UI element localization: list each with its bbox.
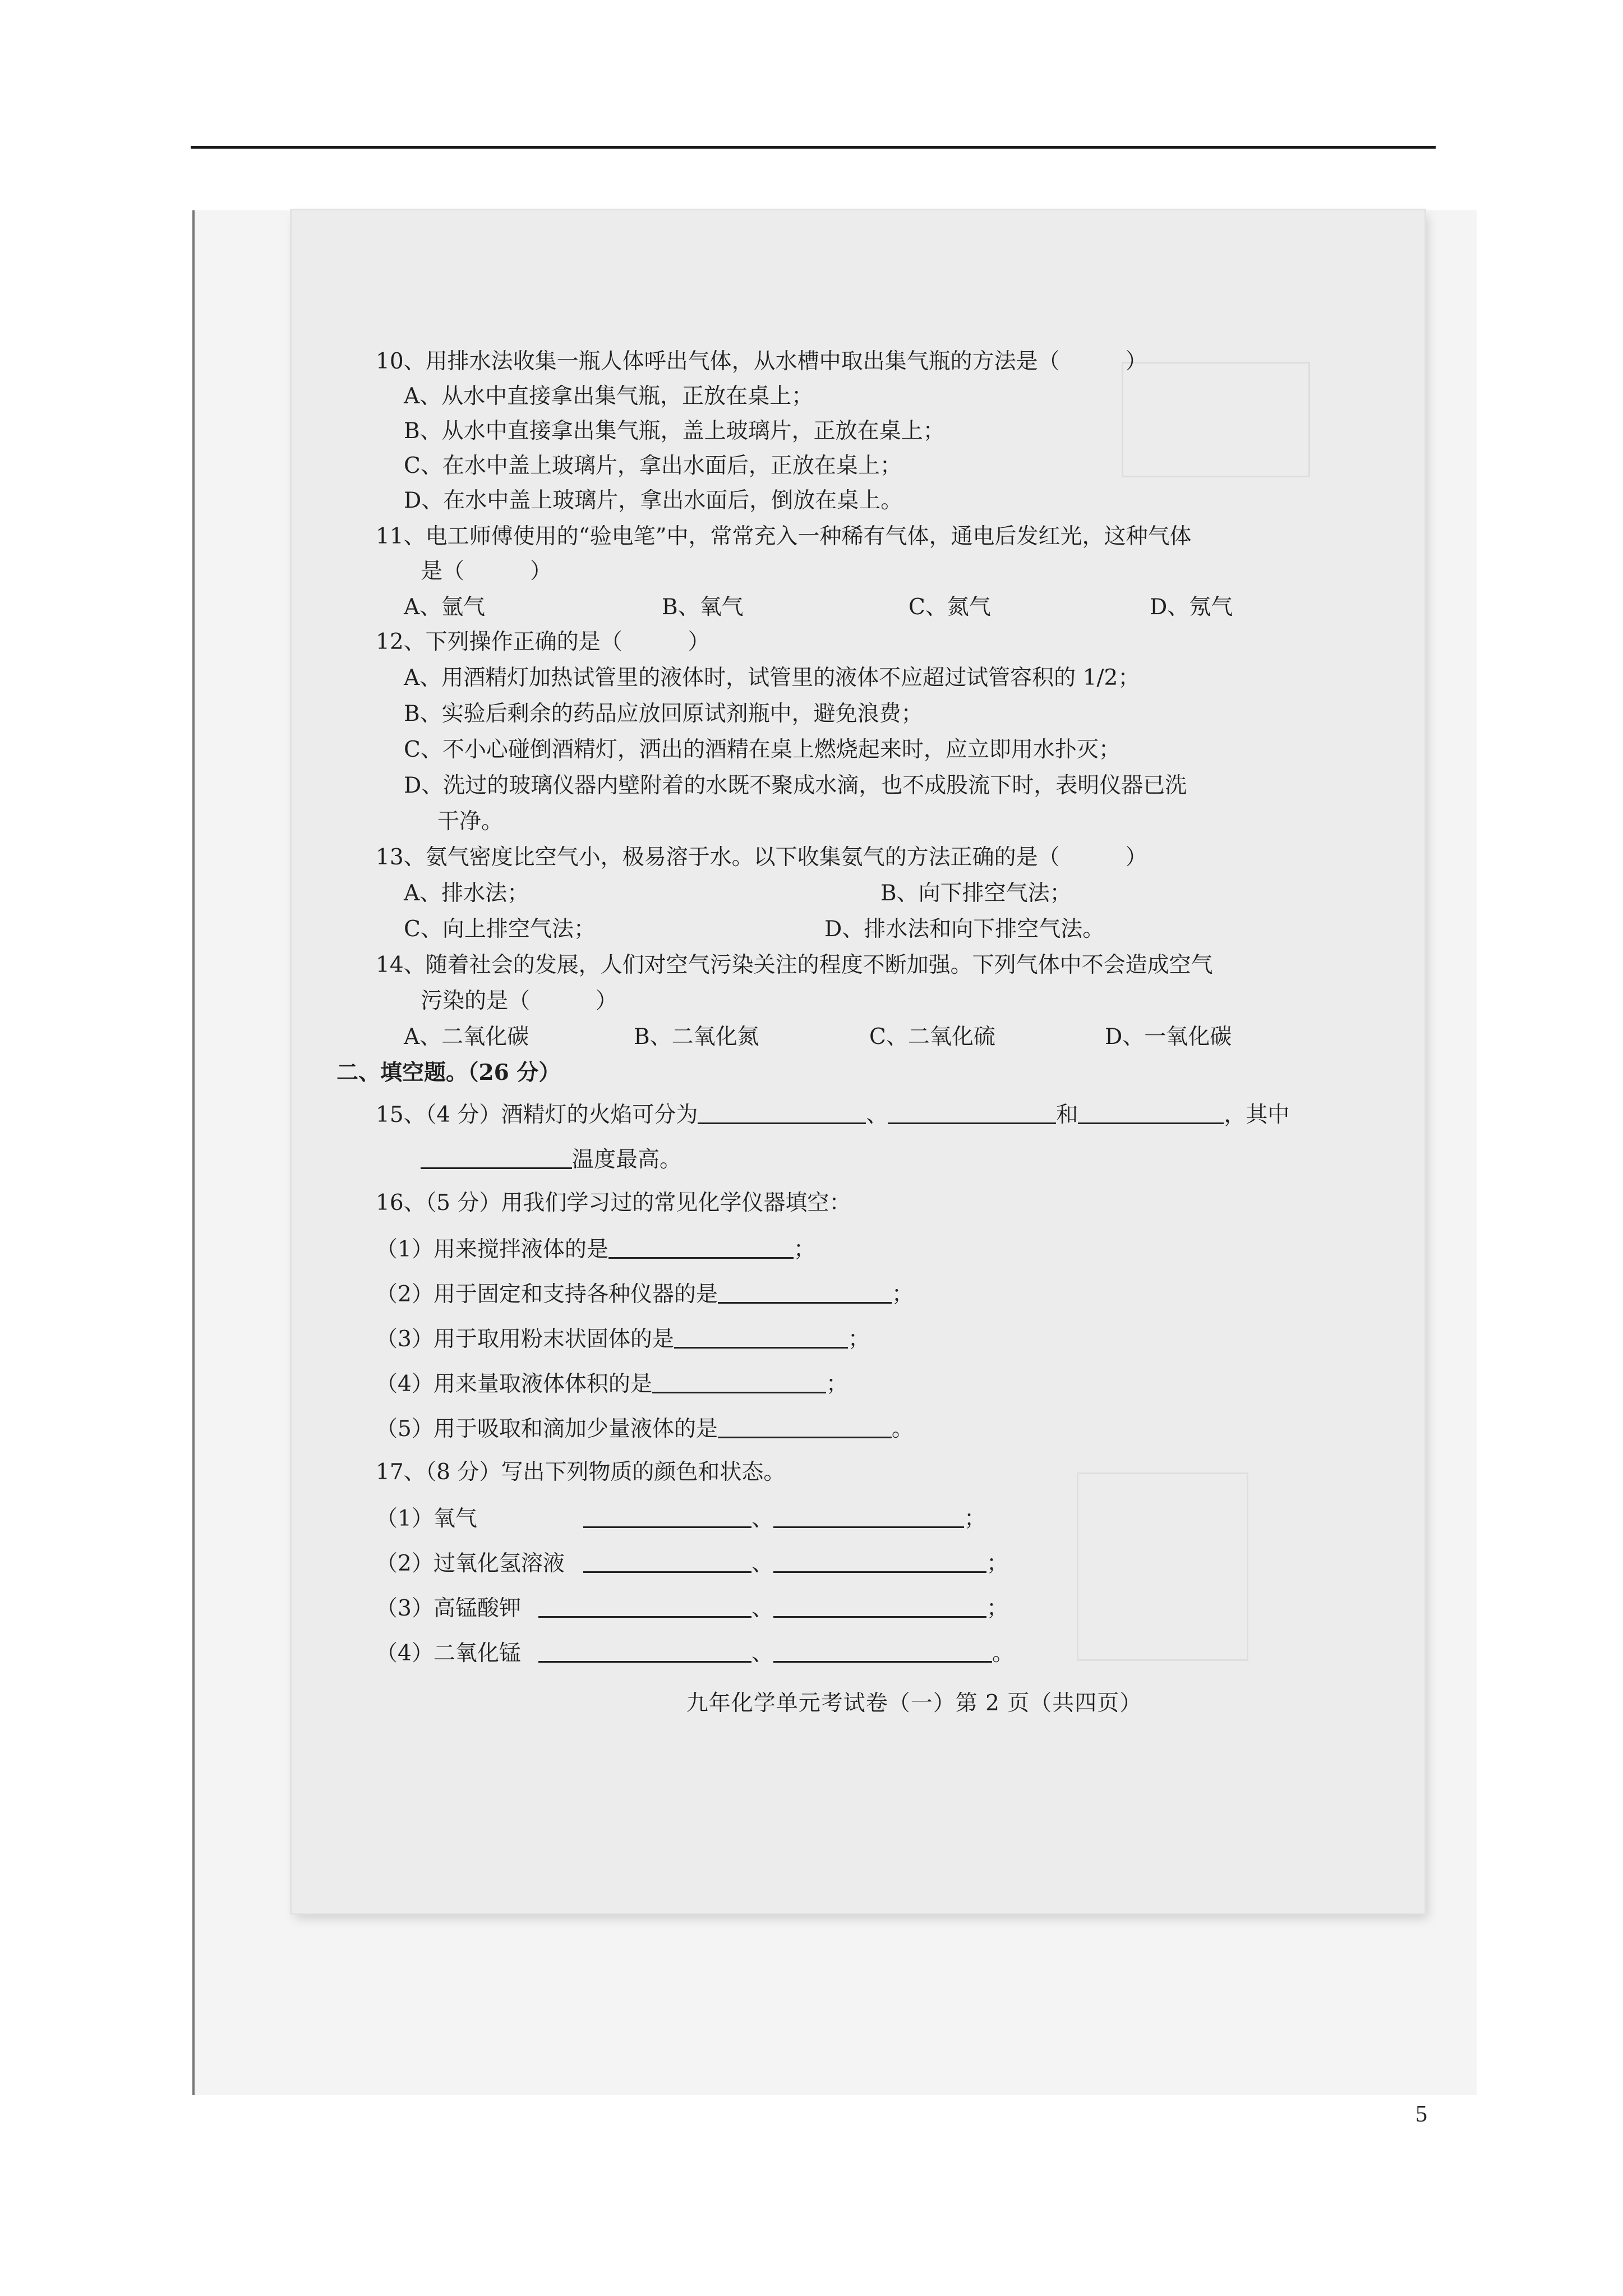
q12-option-d: D、洗过的玻璃仪器内壁附着的水既不聚成水滴，也不成股流下时，表明仪器已洗 — [404, 773, 1187, 798]
q17-item-4-blank-1[interactable] — [538, 1641, 751, 1663]
q16-item-5-blank[interactable] — [718, 1416, 892, 1438]
q17-item-4-label: （4）二氧化锰 — [376, 1641, 521, 1666]
q14-stem-line1: 14、随着社会的发展，人们对空气污染关注的程度不断加强。下列气体中不会造成空气 — [376, 953, 1213, 978]
q10-stem: 10、用排水法收集一瓶人体呼出气体，从水槽中取出集气瓶的方法是（ ） — [376, 349, 1147, 374]
q16-item-5 — [376, 1416, 914, 1440]
q16-item-2-label: （2）用于固定和支持各种仪器的是 — [376, 1282, 718, 1307]
q17-item-1-blank-2[interactable] — [773, 1506, 964, 1528]
q10-option-a: A、从水中直接拿出集气瓶，正放在桌上； — [404, 384, 814, 409]
q17-item-3-sep: 、 — [751, 1596, 774, 1621]
q17-item-3-blank-2[interactable] — [773, 1596, 986, 1618]
q17-item-2-end: ； — [986, 1551, 1009, 1576]
q17-item-4-blank-2[interactable] — [773, 1641, 992, 1663]
q17-item-1-end: ； — [964, 1506, 986, 1531]
q16-item-5-end: 。 — [891, 1416, 914, 1442]
q16-item-1-end: ； — [793, 1237, 815, 1262]
q14-stem-line2: 污染的是（ ） — [421, 988, 618, 1014]
q17-item-3 — [376, 1596, 1008, 1619]
q16-item-1-label: （1）用来搅拌液体的是 — [376, 1237, 608, 1262]
q16-item-3-end: ； — [847, 1327, 870, 1352]
bleed-through-shape — [1077, 1473, 1248, 1661]
q10-option-c: C、在水中盖上玻璃片，拿出水面后，正放在桌上； — [404, 453, 902, 478]
q17-item-4-end: 。 — [992, 1641, 1015, 1666]
q17-item-2-label: （2）过氧化氢溶液 — [376, 1551, 565, 1576]
q12-option-c: C、不小心碰倒酒精灯，洒出的酒精在桌上燃烧起来时，应立即用水扑灭； — [404, 737, 1121, 762]
q13-option-d: D、排水法和向下排空气法。 — [824, 917, 1105, 942]
q11-option-a: A、氩气 — [404, 595, 486, 620]
q16-item-2 — [376, 1282, 914, 1305]
q14-option-c: C、二氧化硫 — [869, 1024, 995, 1050]
q16-item-4-end: ； — [826, 1372, 848, 1397]
q12-option-d-cont: 干净。 — [437, 809, 504, 834]
bleed-through-shape — [1122, 362, 1310, 477]
q16-item-4-label: （4）用来量取液体体积的是 — [376, 1372, 652, 1397]
q12-option-b: B、实验后剩余的药品应放回原试剂瓶中，避免浪费； — [404, 701, 923, 726]
q17-item-2 — [376, 1551, 1008, 1575]
q11-option-c: C、氮气 — [909, 595, 991, 620]
scan-edge — [192, 210, 195, 2095]
q16-item-2-blank[interactable] — [718, 1282, 892, 1304]
q17-item-1-blank-1[interactable] — [583, 1506, 751, 1528]
q17-item-1-label: （1）氧气 — [376, 1506, 477, 1531]
q13-stem: 13、氨气密度比空气小，极易溶于水。以下收集氨气的方法正确的是（ ） — [376, 845, 1147, 870]
header-rule — [191, 146, 1436, 149]
q17-stem: 17、（8 分）写出下列物质的颜色和状态。 — [376, 1460, 786, 1485]
section-title-fill-in: 二、填空题。（26 分） — [336, 1060, 561, 1085]
q11-stem-line1: 11、电工师傅使用的“验电笔”中，常常充入一种稀有气体，通电后发红光，这种气体 — [376, 524, 1192, 549]
q12-option-a: A、用酒精灯加热试管里的液体时，试管里的液体不应超过试管容积的 1/2； — [404, 665, 1140, 691]
q16-item-3-label: （3）用于取用粉末状固体的是 — [376, 1327, 674, 1352]
q15-suffix: ，其中 — [1224, 1102, 1290, 1128]
q12-stem: 12、下列操作正确的是（ ） — [376, 629, 710, 655]
q16-item-4-blank[interactable] — [652, 1372, 826, 1393]
q13-option-a: A、排水法； — [404, 881, 529, 906]
q11-option-b: B、氧气 — [662, 595, 744, 620]
q10-option-b: B、从水中直接拿出集气瓶，盖上玻璃片，正放在桌上； — [404, 418, 945, 444]
q15-line2 — [421, 1147, 681, 1171]
q16-stem: 16、（5 分）用我们学习过的常见化学仪器填空： — [376, 1190, 851, 1216]
q17-item-2-blank-2[interactable] — [773, 1551, 986, 1573]
q16-item-3 — [376, 1327, 870, 1350]
q17-item-1 — [376, 1506, 986, 1530]
q17-item-1-sep: 、 — [751, 1506, 774, 1531]
q16-item-1-blank[interactable] — [608, 1237, 794, 1259]
q17-item-4-sep: 、 — [751, 1641, 774, 1666]
q15-blank-3[interactable] — [1078, 1102, 1224, 1124]
q11-option-d: D、氖气 — [1150, 595, 1233, 620]
q14-option-d: D、一氧化碳 — [1105, 1024, 1232, 1050]
q15-blank-2[interactable] — [888, 1102, 1056, 1124]
q17-item-3-label: （3）高锰酸钾 — [376, 1596, 521, 1621]
q16-item-1 — [376, 1237, 815, 1260]
q16-item-4 — [376, 1372, 848, 1395]
q14-option-a: A、二氧化碳 — [404, 1024, 529, 1050]
q10-option-d: D、在水中盖上玻璃片，拿出水面后，倒放在桌上。 — [404, 488, 903, 513]
q15-line1 — [376, 1102, 1289, 1126]
q11-stem-line2: 是（ ） — [421, 559, 552, 584]
page-number: 5 — [1415, 2101, 1427, 2127]
q15-line2-suffix: 温度最高。 — [572, 1147, 682, 1172]
exam-sheet — [292, 210, 1424, 1913]
q17-item-3-blank-1[interactable] — [538, 1596, 751, 1618]
q17-item-4 — [376, 1641, 1014, 1664]
q15-blank-1[interactable] — [698, 1102, 866, 1124]
q14-option-b: B、二氧化氮 — [634, 1024, 759, 1050]
q15-sep1: 、 — [866, 1102, 888, 1128]
q16-item-3-blank[interactable] — [674, 1327, 848, 1349]
q17-item-2-sep: 、 — [751, 1551, 774, 1576]
q15-prefix: 15、（4 分）酒精灯的火焰可分为 — [376, 1102, 698, 1128]
exam-footer: 九年化学单元考试卷（一）第 2 页（共四页） — [686, 1691, 1142, 1716]
q15-blank-4[interactable] — [421, 1147, 572, 1169]
q15-sep2: 和 — [1056, 1102, 1078, 1128]
q16-item-5-label: （5）用于吸取和滴加少量液体的是 — [376, 1416, 718, 1442]
q17-item-3-end: ； — [986, 1596, 1009, 1621]
q13-option-b: B、向下排空气法； — [880, 881, 1072, 906]
q13-option-c: C、向上排空气法； — [404, 917, 596, 942]
q17-item-2-blank-1[interactable] — [583, 1551, 751, 1573]
q16-item-2-end: ； — [891, 1282, 914, 1307]
